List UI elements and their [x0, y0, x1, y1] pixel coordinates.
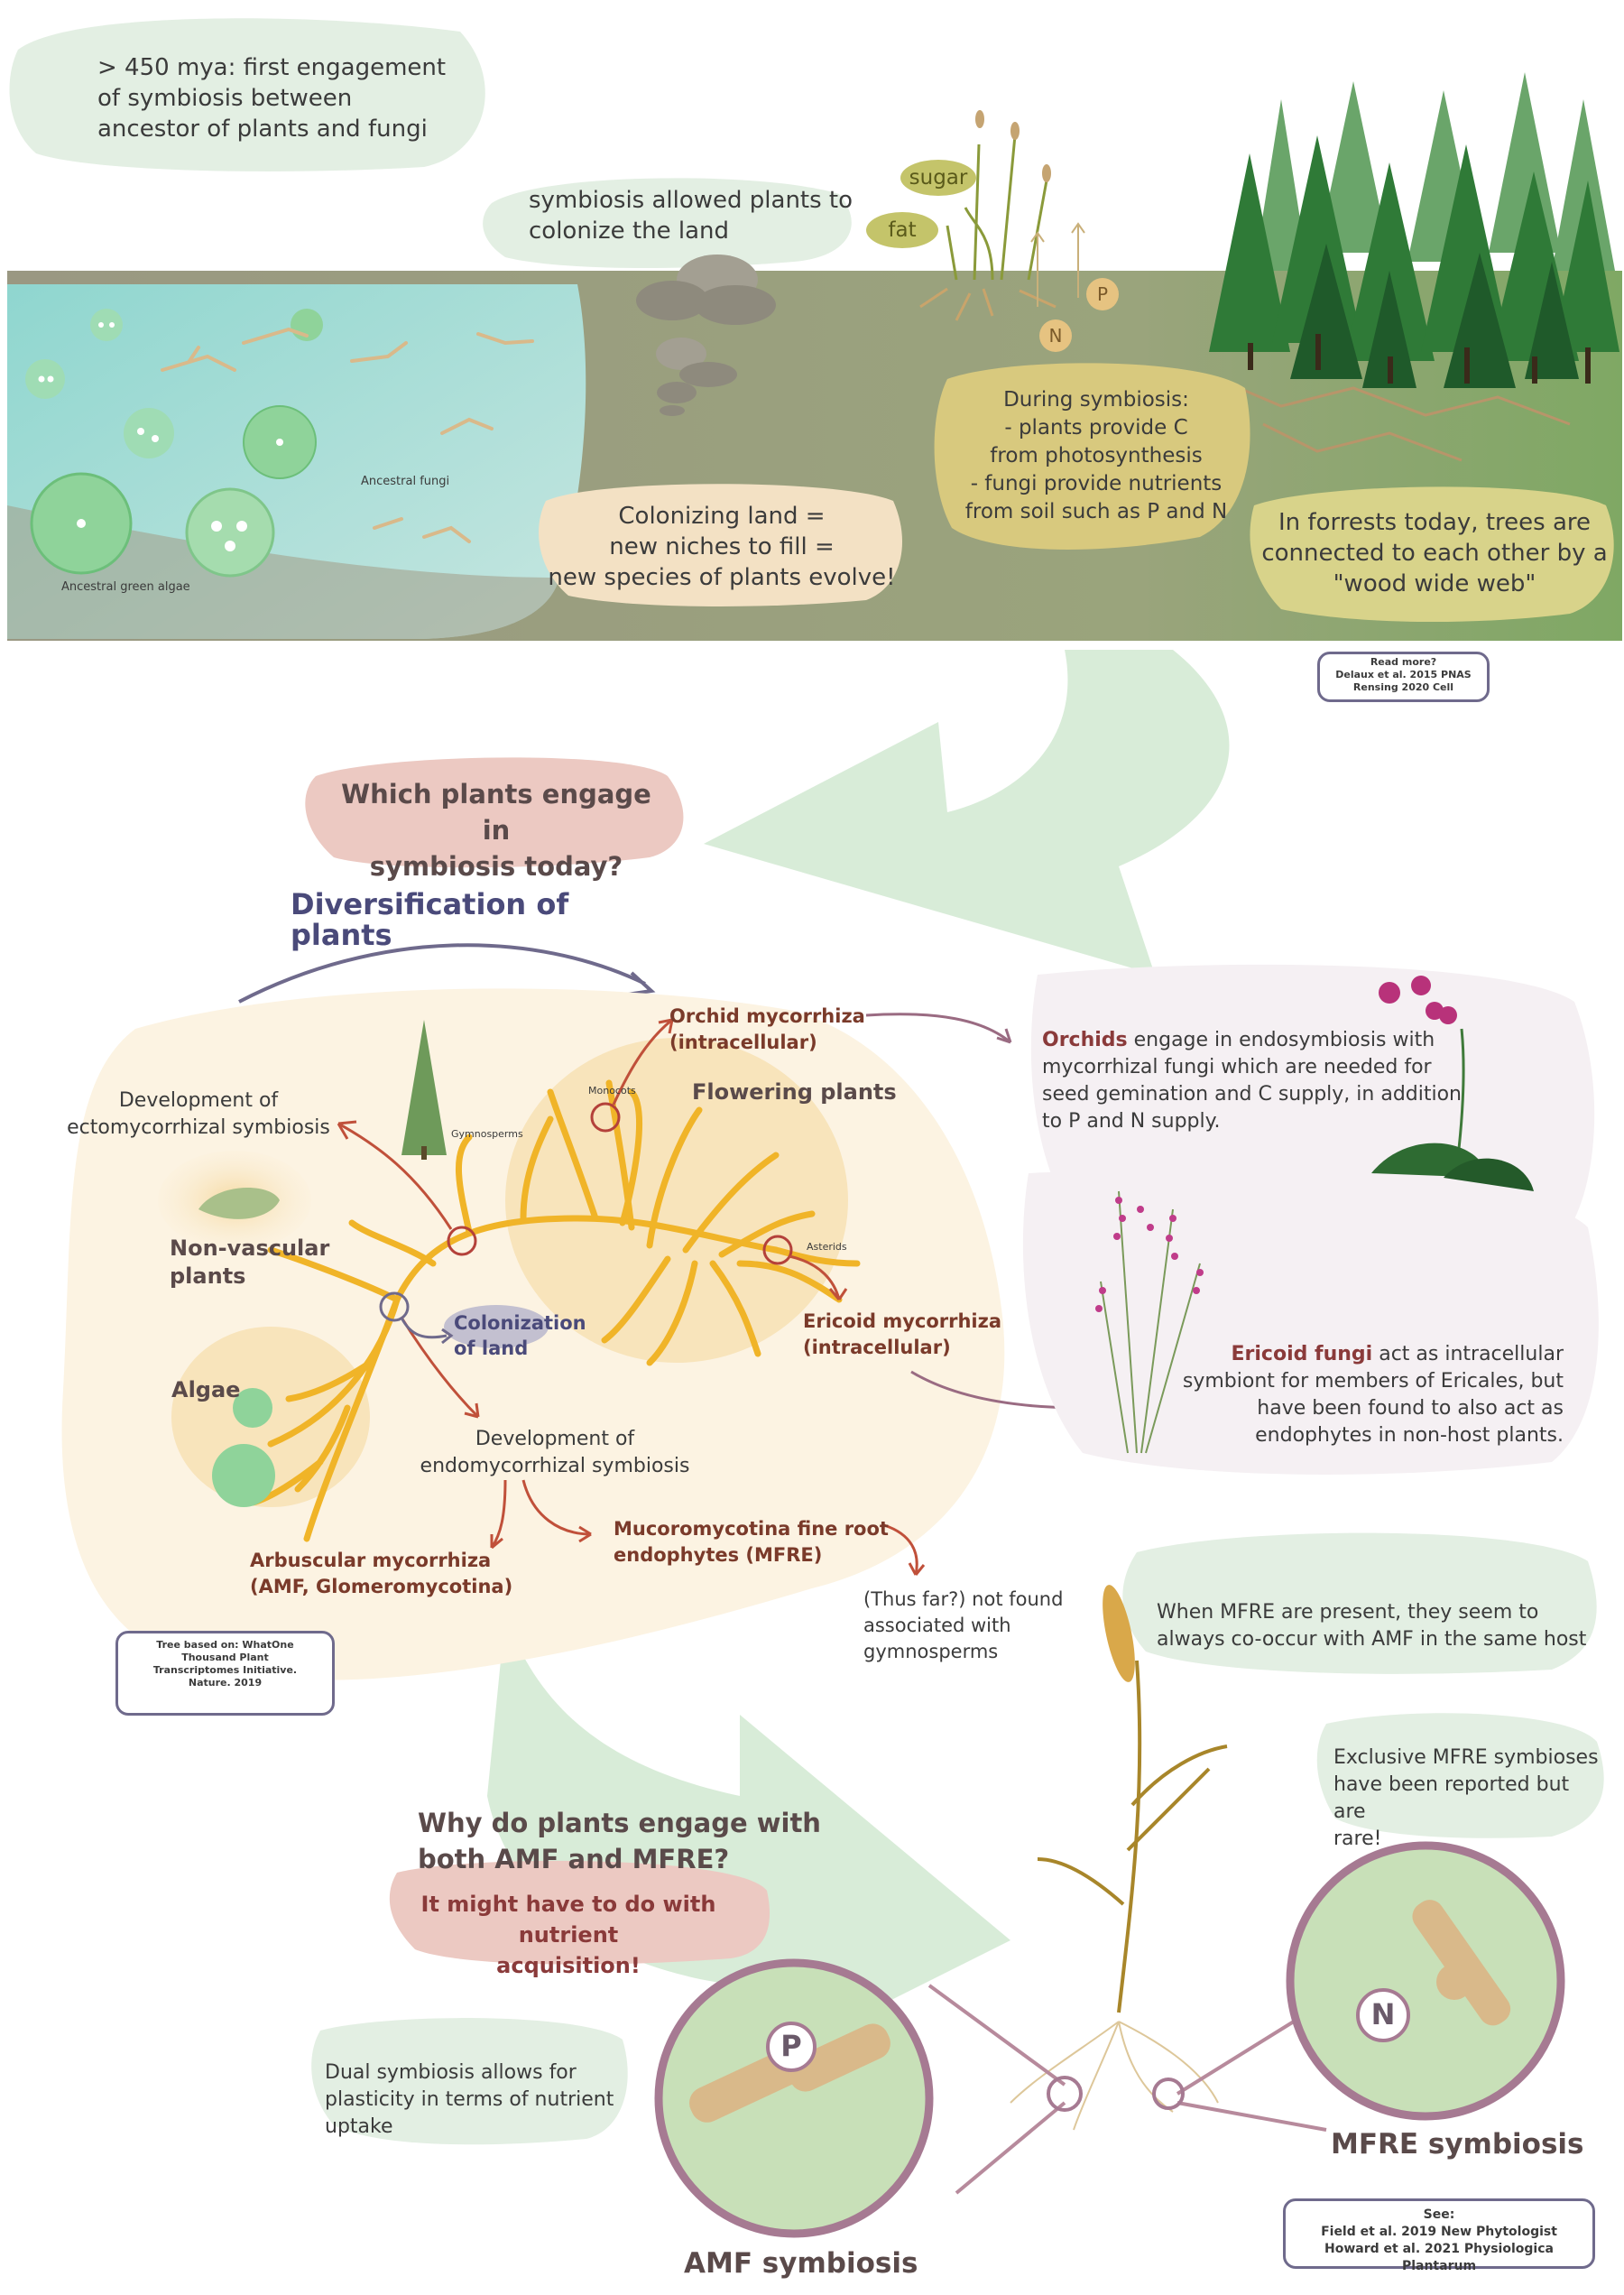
- roots: [1010, 2022, 1218, 2130]
- orchid-info: [1042, 1027, 1547, 1135]
- tree-ref-text: Tree based on: WhatOne Thousand Plant Transcriptomes Initiative. Nature. 2019: [152, 1639, 298, 1689]
- ericoid-info: [1029, 1341, 1564, 1449]
- mfre-label: Mucoromycotina fine root endophytes (MFRE): [614, 1518, 889, 1566]
- n-circle-label: N: [1370, 1997, 1396, 2031]
- nonvascular-label: Non-vascular plants: [170, 1235, 330, 1289]
- moss-plants: [947, 135, 1047, 280]
- ancestral-fungi-label: Ancestral fungi: [361, 475, 450, 488]
- orchid-info-text: engage in endosymbiosis with mycorrhizal fungi which are needed for seed gemination and C supply, in addition to P and N supply.: [1042, 1029, 1462, 1133]
- colonize-note: symbiosis allowed plants to colonize the land: [529, 187, 854, 245]
- see-ref-box: [1283, 2198, 1595, 2273]
- orchid-myc-label: Orchid mycorrhiza (intracellular): [669, 1005, 865, 1053]
- colonization-label: Colonization of land: [454, 1312, 586, 1359]
- p-label: P: [1096, 283, 1109, 305]
- question-title: Which plants engage in symbiosis today?: [341, 779, 651, 882]
- why-answer: It might have to do with nutrient acquisition!: [420, 1892, 716, 1978]
- gymnosperms-label: Gymnosperms: [451, 1128, 523, 1140]
- asterids-label: Asterids: [807, 1241, 847, 1253]
- ancestral-algae-label: Ancestral green algae: [61, 580, 190, 594]
- forests-note: In forrests today, trees are connected to each other by a "wood wide web": [1261, 509, 1608, 597]
- mfre-symbiosis-title: MFRE symbiosis: [1331, 2128, 1584, 2161]
- fat-label: fat: [888, 218, 917, 242]
- cooccur-note: When MFRE are present, they seem to always co-occur with AMF in the same host: [1157, 1601, 1587, 1651]
- amf-symbiosis-title: AMF symbiosis: [684, 2247, 918, 2280]
- wheat-plant: [1038, 1661, 1227, 2013]
- ecto-dev-label: Development of ectomycorrhizal symbiosis: [67, 1089, 330, 1139]
- algae-label: Algae: [171, 1377, 241, 1402]
- p-circle-label: P: [780, 2029, 802, 2063]
- flowering-label: Flowering plants: [692, 1079, 897, 1105]
- orchid-info-bold: Orchids: [1042, 1029, 1128, 1051]
- flow-arrow-1: [704, 650, 1230, 975]
- diversification-title: Diversification of plants: [291, 887, 569, 952]
- see-ref-text: See: Field et al. 2019 New Phytologist Howard et al. 2021 Physiologica Plantarum: [1321, 2207, 1557, 2273]
- dual-note: Dual symbiosis allows for plasticity in terms of nutrient uptake: [325, 2061, 614, 2138]
- n-label: N: [1048, 325, 1063, 347]
- mya-note: > 450 mya: first engagement of symbiosis between ancestor of plants and fungi: [97, 54, 447, 143]
- read-more-text: Read more? Delaux et al. 2015 PNAS Rensing 2020 Cell: [1335, 656, 1472, 693]
- mfre-zoom: [1154, 1846, 1561, 2130]
- ericoid-info-bold: Ericoid fungi: [1231, 1343, 1373, 1365]
- amf-label: Arbuscular mycorrhiza (AMF, Glomeromycotina): [250, 1550, 513, 1597]
- ericoid-myc-label: Ericoid mycorrhiza (intracellular): [803, 1310, 1002, 1358]
- read-more-box: [1317, 652, 1490, 702]
- colonizing-land-note: Colonizing land = new niches to fill = new species of plants evolve!: [548, 503, 896, 591]
- sugar-label: sugar: [909, 166, 968, 190]
- tree-ref-box: [115, 1631, 335, 1716]
- amf-zoom: [659, 1963, 1081, 2234]
- why-question: Why do plants engage with both AMF and MFRE?: [418, 1808, 821, 1874]
- exclusive-note: Exclusive MFRE symbioses have been reported but are rare!: [1333, 1746, 1599, 1850]
- monocots-label: Monocots: [588, 1085, 636, 1097]
- ericoid-info-text: act as intracellular symbiont for members of Ericales, but have been found to also act as endophytes in non-host plants.: [1182, 1343, 1564, 1447]
- endo-dev-label: Development of endomycorrhizal symbiosis: [420, 1428, 690, 1477]
- during-symbiosis-note: During symbiosis: - plants provide C from photosynthesis - fungi provide nutrients from soil such as P and N: [964, 388, 1228, 523]
- not-found-note: (Thus far?) not found associated with gymnosperms: [863, 1588, 1064, 1662]
